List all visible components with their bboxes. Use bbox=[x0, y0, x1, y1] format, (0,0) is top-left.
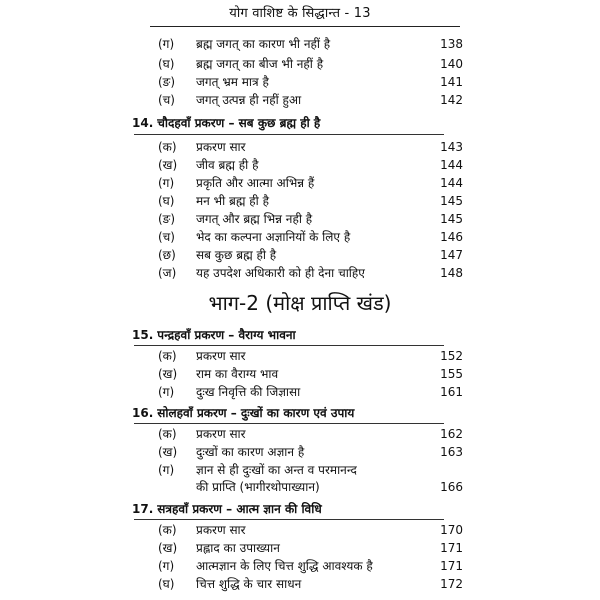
item-label: (ङ) bbox=[158, 212, 176, 226]
section-number: 15. bbox=[132, 328, 154, 342]
section-number: 14. bbox=[132, 116, 154, 130]
item-text: की प्राप्ति (भागीरथोपाख्यान) bbox=[196, 480, 320, 494]
item-page: 147 bbox=[440, 248, 463, 262]
running-head: योग वाशिष्ट के सिद्धान्त - 13 bbox=[229, 6, 371, 21]
section-heading-15 bbox=[132, 325, 492, 345]
item-page: 144 bbox=[440, 176, 463, 190]
item-text: प्रकरण सार bbox=[196, 427, 246, 441]
toc-row bbox=[0, 34, 600, 54]
item-label: (घ) bbox=[158, 194, 175, 208]
item-page: 146 bbox=[440, 230, 463, 244]
item-label: (क) bbox=[158, 523, 177, 537]
toc-row bbox=[0, 346, 600, 366]
item-label: (च) bbox=[158, 93, 175, 107]
item-label: (ज) bbox=[158, 266, 177, 280]
item-text: यह उपदेश अधिकारी को ही देना चाहिए bbox=[196, 266, 365, 280]
section-title: सोलहवाँ प्रकरण – दुःखों का कारण एवं उपाय bbox=[157, 406, 355, 420]
item-page: 166 bbox=[440, 480, 463, 494]
item-text: प्रकरण सार bbox=[196, 523, 246, 537]
item-label: (ग) bbox=[158, 463, 175, 477]
toc-row bbox=[0, 556, 600, 576]
item-text: ब्रह्म जगत् का कारण भी नहीं है bbox=[196, 37, 331, 51]
item-text: प्रह्लाद का उपाख्यान bbox=[196, 541, 280, 555]
part-heading: भाग-2 (मोक्ष प्राप्ति खंड) bbox=[208, 291, 392, 315]
section-number: 17. bbox=[132, 502, 154, 516]
toc-row bbox=[0, 477, 600, 497]
item-page: 162 bbox=[440, 427, 463, 441]
item-label: (क) bbox=[158, 140, 177, 154]
item-page: 161 bbox=[440, 385, 463, 399]
item-text: प्रकरण सार bbox=[196, 140, 246, 154]
item-page: 163 bbox=[440, 445, 463, 459]
item-page: 138 bbox=[440, 37, 463, 51]
item-text: दुःखों का कारण अज्ञान है bbox=[196, 445, 305, 459]
toc-row bbox=[0, 90, 600, 110]
item-page: 148 bbox=[440, 266, 463, 280]
item-text: जगत् और ब्रह्म भिन्न नही है bbox=[196, 212, 313, 226]
item-label: (ख) bbox=[158, 367, 178, 381]
item-text: प्रकृति और आत्मा अभिन्न हैं bbox=[196, 176, 315, 190]
item-label: (क) bbox=[158, 349, 177, 363]
item-text: दुःख निवृत्ति की जिज्ञासा bbox=[196, 385, 301, 399]
toc-row bbox=[0, 137, 600, 157]
item-page: 143 bbox=[440, 140, 463, 154]
item-text: भेद का कल्पना अज्ञानियों के लिए है bbox=[196, 230, 351, 244]
toc-row bbox=[0, 424, 600, 444]
item-label: (ग) bbox=[158, 559, 175, 573]
toc-row bbox=[0, 520, 600, 540]
section-heading-16 bbox=[132, 403, 492, 423]
item-label: (ग) bbox=[158, 385, 175, 399]
item-page: 171 bbox=[440, 541, 463, 555]
item-label: (ख) bbox=[158, 158, 178, 172]
item-page: 140 bbox=[440, 57, 463, 71]
item-page: 171 bbox=[440, 559, 463, 573]
toc-row bbox=[0, 382, 600, 402]
item-page: 155 bbox=[440, 367, 463, 381]
item-page: 144 bbox=[440, 158, 463, 172]
item-label: (क) bbox=[158, 427, 177, 441]
section-heading-17 bbox=[132, 499, 492, 519]
toc-row bbox=[0, 245, 600, 265]
toc-row bbox=[0, 155, 600, 175]
item-label: (ग) bbox=[158, 37, 175, 51]
toc-row bbox=[0, 538, 600, 558]
toc-row bbox=[0, 227, 600, 247]
item-text: चित्त शुद्धि के चार साधन bbox=[196, 577, 302, 591]
item-text: सब कुछ ब्रह्म ही है bbox=[196, 248, 277, 262]
item-text: ज्ञान से ही दुःखों का अन्त व परमानन्द bbox=[196, 463, 357, 477]
item-text: जीव ब्रह्म ही है bbox=[196, 158, 259, 172]
running-head-rule bbox=[150, 26, 460, 27]
item-text: जगत् उत्पन्न ही नहीं हुआ bbox=[196, 93, 302, 107]
item-text: राम का वैराग्य भाव bbox=[196, 367, 279, 381]
toc-row bbox=[0, 72, 600, 92]
item-page: 170 bbox=[440, 523, 463, 537]
toc-row bbox=[0, 191, 600, 211]
toc-row bbox=[0, 574, 600, 594]
section-heading-14 bbox=[132, 113, 492, 133]
toc-row bbox=[0, 364, 600, 384]
item-label: (ग) bbox=[158, 176, 175, 190]
section-rule bbox=[134, 134, 444, 135]
item-label: (ङ) bbox=[158, 75, 176, 89]
toc-row bbox=[0, 54, 600, 74]
section-title: पन्द्रहवाँ प्रकरण – वैराग्य भावना bbox=[157, 328, 296, 342]
item-label: (च) bbox=[158, 230, 175, 244]
item-label: (ख) bbox=[158, 541, 178, 555]
item-label: (घ) bbox=[158, 57, 175, 71]
item-label: (ख) bbox=[158, 445, 178, 459]
item-text: मन भी ब्रह्म ही है bbox=[196, 194, 269, 208]
item-page: 142 bbox=[440, 93, 463, 107]
item-page: 145 bbox=[440, 194, 463, 208]
section-title: सत्रहवाँ प्रकरण – आत्म ज्ञान की विधि bbox=[157, 502, 322, 516]
toc-row bbox=[0, 263, 600, 283]
toc-row bbox=[0, 173, 600, 193]
section-number: 16. bbox=[132, 406, 154, 420]
item-text: प्रकरण सार bbox=[196, 349, 246, 363]
section-title: चौदहवाँ प्रकरण – सब कुछ ब्रह्म ही है bbox=[157, 116, 321, 130]
item-page: 141 bbox=[440, 75, 463, 89]
item-page: 172 bbox=[440, 577, 463, 591]
item-label: (छ) bbox=[158, 248, 176, 262]
item-text: आत्मज्ञान के लिए चित्त शुद्धि आवश्यक है bbox=[196, 559, 373, 573]
item-page: 152 bbox=[440, 349, 463, 363]
item-text: ब्रह्म जगत् का बीज भी नहीं है bbox=[196, 57, 324, 71]
item-label: (घ) bbox=[158, 577, 175, 591]
item-text: जगत् भ्रम मात्र है bbox=[196, 75, 269, 89]
item-page: 145 bbox=[440, 212, 463, 226]
toc-row bbox=[0, 442, 600, 462]
toc-row bbox=[0, 209, 600, 229]
